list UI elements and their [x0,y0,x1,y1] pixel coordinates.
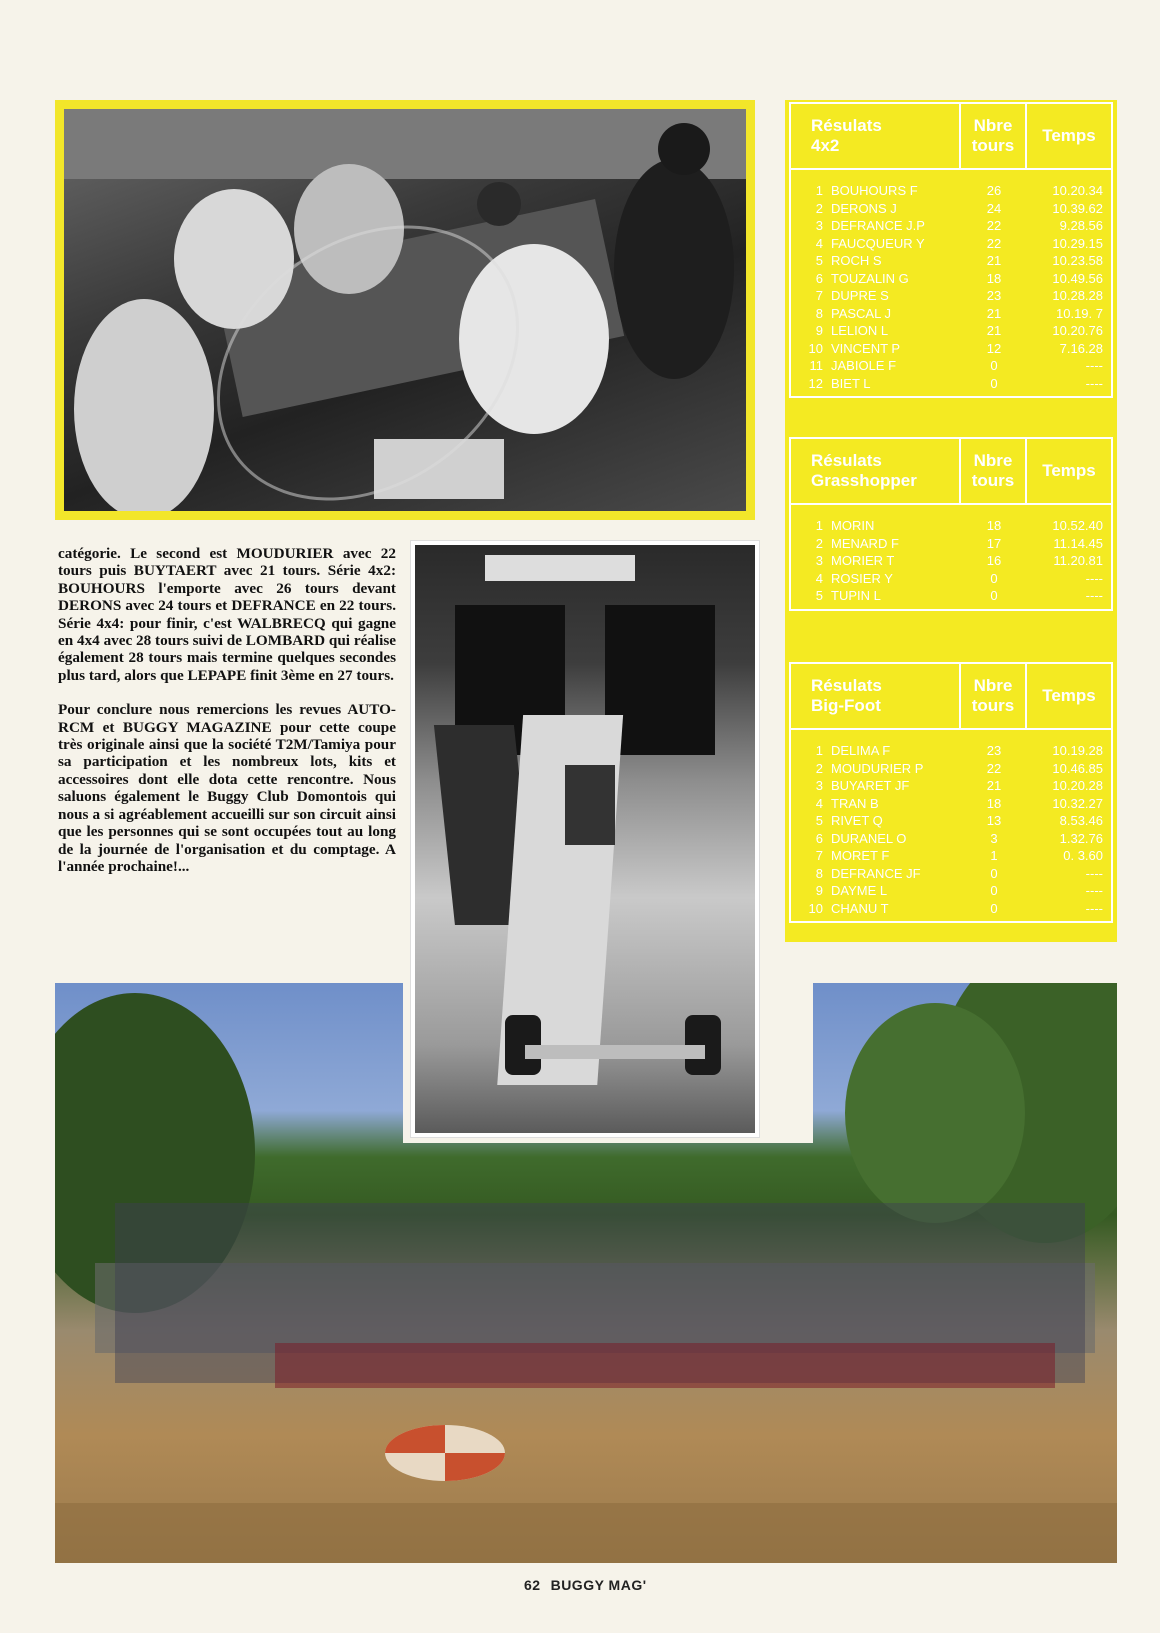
time-cell: 0. 3.60 [1063,848,1103,863]
table-title-line2: 4x2 [811,136,840,155]
name-cell: PASCAL J [831,305,891,321]
laps-cell: 0 [990,358,998,373]
rank-cell: 1 [815,518,823,533]
rank-cell: 1 [815,183,823,198]
photo-tamiya-car-image [415,545,755,1133]
name-cell: DEFRANCE J.P [831,218,925,233]
name-cell: MOUDURIER P [831,760,924,776]
rank-cell: 4 [815,795,823,811]
time-cell: 10.20.76 [1052,323,1103,338]
table-row [791,847,1111,865]
rank-cell: 10 [808,340,823,356]
time-header: Temps [1042,461,1096,480]
table-row [791,217,1111,235]
name-cell: TOUZALIN G [831,270,909,286]
time-cell: 10.52.40 [1052,518,1103,533]
table-row [791,552,1111,570]
laps-header-line1: Nbre [973,116,1013,135]
laps-cell: 21 [986,305,1002,321]
rank-cell: 10 [808,900,823,916]
name-cell: JABIOLE F [831,358,897,373]
name-cell: DUPRE S [831,288,889,303]
results-panel [785,100,1117,942]
table-row [791,830,1111,848]
name-cell: FAUCQUEUR Y [831,235,925,251]
time-cell: 10.29.15 [1052,235,1103,251]
table-row [791,900,1111,918]
results-table-4x2 [789,102,1113,398]
rank-cell: 2 [815,200,823,216]
table-row [791,182,1111,200]
results-table-title [791,104,961,168]
table-row [791,357,1111,375]
laps-cell: 0 [990,375,998,391]
photo-tamiya-car [410,540,760,1138]
laps-header-line1: Nbre [973,451,1013,470]
laps-cell: 26 [986,183,1002,198]
results-table-title [791,439,961,503]
laps-header-line2: tours [971,471,1015,490]
laps-cell: 22 [986,218,1002,233]
article-paragraph: Pour conclure nous remercions les revues AUTO-RCM et BUGGY MAGAZINE pour cette coupe très originale ainsi que la société T2M/Tamiya pour sa participation et les nombreux lots, kits et accessoires dont elle dota cette rencontre. Nous saluons également le Buggy Club Domontois qui nous a si agréablement accueilli sur son circuit ainsi que les personnes qui se sont occupées tout au long de la journée de l'organisation et du comptage. A l'année prochaine!... [58,701,396,875]
time-cell: ---- [1085,883,1103,898]
name-cell: BIET L [831,375,871,391]
table-row [791,375,1111,393]
table-row [791,865,1111,883]
table-row [791,305,1111,323]
rank-cell: 4 [815,235,823,251]
table-row [791,882,1111,900]
name-cell: BOUHOURS F [831,183,918,198]
time-cell: ---- [1085,865,1103,881]
article-paragraph: catégorie. Le second est MOUDURIER avec 22 tours puis BUYTAERT avec 21 tours. Série 4x2: BOUHOURS l'emporte avec 26 tours devant DERONS avec 24 tours et DEFRANCE en 22 tours. Série 4x4: pour finir, c'est WALBRECQ qui gagne en 4x4 avec 28 tours suivi de LOMBARD qui réalise également 28 tours mais termine quelques secondes plus tard, alors que LEPAPE finit 3ème en 27 tours. [58,545,396,684]
table-title-line2: Big-Foot [811,696,881,715]
results-table-bigfoot [789,662,1113,923]
rank-cell: 5 [815,253,823,268]
laps-cell: 13 [986,813,1002,828]
laps-cell: 17 [986,535,1002,551]
table-row [791,535,1111,553]
name-cell: ROCH S [831,253,882,268]
time-cell: 10.39.62 [1052,200,1103,216]
laps-cell: 3 [990,830,998,846]
laps-cell: 18 [986,518,1002,533]
table-row [791,777,1111,795]
results-table-header [791,664,1111,730]
rank-cell: 3 [815,218,823,233]
name-cell: TRAN B [831,795,879,811]
rank-cell: 2 [815,535,823,551]
table-title-line1: Résulats [811,116,882,135]
table-row [791,812,1111,830]
rank-cell: 9 [815,323,823,338]
laps-cell: 0 [990,588,998,603]
time-cell: 10.20.34 [1052,183,1103,198]
results-table-body [791,170,1111,396]
table-row [791,252,1111,270]
laps-cell: 0 [990,865,998,881]
rank-cell: 6 [815,830,823,846]
name-cell: MENARD F [831,535,899,551]
table-title-line2: Grasshopper [811,471,917,490]
name-cell: DELIMA F [831,743,891,758]
laps-header [961,104,1027,168]
laps-cell: 16 [986,553,1002,568]
name-cell: DURANEL O [831,830,907,846]
name-cell: VINCENT P [831,340,901,356]
name-cell: DERONS J [831,200,897,216]
photo-tamiya-car-illustration [415,545,755,1133]
laps-cell: 23 [986,743,1002,758]
time-cell: 10.28.28 [1052,288,1103,303]
table-row [791,517,1111,535]
rank-cell: 8 [815,305,823,321]
time-cell: 8.53.46 [1059,813,1103,828]
laps-cell: 0 [990,900,998,916]
time-cell: 7.16.28 [1059,340,1103,356]
table-row [791,760,1111,778]
time-cell: ---- [1085,588,1103,603]
results-table-header [791,104,1111,170]
rank-cell: 3 [815,553,823,568]
name-cell: ROSIER Y [831,570,893,586]
rank-cell: 7 [815,288,823,303]
rank-cell: 12 [808,375,823,391]
laps-cell: 21 [986,778,1002,793]
rank-cell: 1 [815,743,823,758]
table-row [791,570,1111,588]
time-cell: 10.20.28 [1052,778,1103,793]
rank-cell: 8 [815,865,823,881]
time-cell: ---- [1085,375,1103,391]
name-cell: CHANU T [831,900,889,916]
rank-cell: 5 [815,588,823,603]
laps-header [961,664,1027,728]
rank-cell: 11 [809,358,823,373]
rank-cell: 2 [815,760,823,776]
laps-cell: 21 [986,323,1002,338]
time-cell: 10.19.28 [1052,743,1103,758]
name-cell: DAYME L [831,883,888,898]
laps-cell: 0 [990,570,998,586]
rank-cell: 6 [815,270,823,286]
time-cell: ---- [1085,358,1103,373]
table-row [791,587,1111,605]
laps-cell: 18 [986,795,1002,811]
table-row [791,235,1111,253]
results-table-title [791,664,961,728]
time-cell: 10.19. 7 [1056,305,1103,321]
time-cell: 10.46.85 [1052,760,1103,776]
name-cell: RIVET Q [831,813,883,828]
table-row [791,340,1111,358]
table-row [791,200,1111,218]
time-cell: 10.32.27 [1052,795,1103,811]
laps-cell: 18 [986,270,1002,286]
page-footer [524,1577,657,1593]
laps-header-line2: tours [971,136,1015,155]
rank-cell: 9 [815,883,823,898]
name-cell: LELION L [831,323,889,338]
name-cell: BUYARET JF [831,778,910,793]
time-cell: 10.23.58 [1052,253,1103,268]
laps-header-line2: tours [971,696,1015,715]
laps-cell: 1 [990,848,998,863]
name-cell: MORIER T [831,553,895,568]
time-header: Temps [1042,686,1096,705]
table-row [791,322,1111,340]
time-cell: 1.32.76 [1059,830,1103,846]
laps-cell: 22 [986,235,1002,251]
article-text [58,545,396,892]
name-cell: MORIN [831,518,875,533]
time-cell: 11.20.81 [1053,553,1103,568]
time-cell: ---- [1085,570,1103,586]
results-table-grasshopper [789,437,1113,611]
table-title-line1: Résulats [811,451,882,470]
laps-cell: 12 [986,340,1002,356]
time-cell: 10.49.56 [1052,270,1103,286]
time-header: Temps [1042,126,1096,145]
laps-cell: 22 [986,760,1002,776]
rank-cell: 4 [815,570,823,586]
table-row [791,795,1111,813]
results-table-body [791,505,1111,609]
photo-pit-area [55,100,755,520]
laps-header [961,439,1027,503]
magazine-name: BUGGY MAG' [550,1577,647,1593]
time-cell: ---- [1085,900,1103,916]
table-title-line1: Résulats [811,676,882,695]
table-row [791,742,1111,760]
laps-cell: 24 [986,200,1002,216]
time-cell: 11.14.45 [1053,535,1103,551]
laps-cell: 23 [986,288,1002,303]
laps-cell: 0 [990,883,998,898]
rank-cell: 5 [815,813,823,828]
rank-cell: 3 [815,778,823,793]
page-number: 62 [524,1577,541,1593]
laps-header-line1: Nbre [973,676,1013,695]
results-table-header [791,439,1111,505]
name-cell: MORET F [831,848,890,863]
table-row [791,270,1111,288]
name-cell: TUPIN L [831,588,881,603]
rank-cell: 7 [815,848,823,863]
time-cell: 9.28.56 [1059,218,1103,233]
laps-cell: 21 [986,253,1002,268]
name-cell: DEFRANCE JF [831,865,921,881]
results-table-body [791,730,1111,921]
table-row [791,287,1111,305]
